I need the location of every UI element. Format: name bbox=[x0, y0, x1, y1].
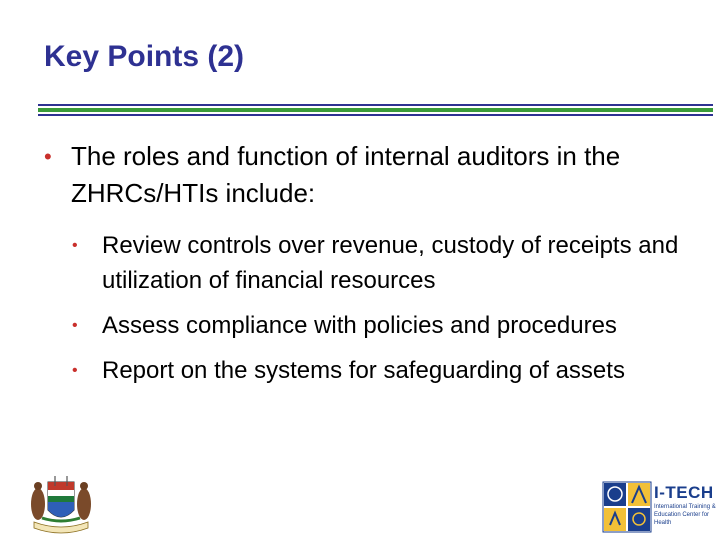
itech-logo-icon bbox=[602, 481, 652, 533]
main-bullet-text: The roles and function of internal auditors in the ZHRCs/HTIs include: bbox=[71, 141, 621, 208]
sub-bullet-list bbox=[72, 228, 692, 398]
bullet-dot-icon: • bbox=[72, 317, 78, 334]
itech-subtitle: International Training & Education Center for Health bbox=[654, 504, 716, 526]
sub-bullet-text: Review controls over revenue, custody of receipts and utilization of financial resources bbox=[102, 232, 679, 294]
sub-bullet-text: Assess compliance with policies and procedures bbox=[102, 312, 617, 339]
itech-logo bbox=[602, 481, 716, 533]
main-bullet bbox=[44, 138, 684, 212]
bullet-dot-icon: • bbox=[72, 237, 78, 254]
sub-bullet bbox=[72, 353, 692, 388]
sub-bullet bbox=[72, 228, 692, 298]
slide-title: Key Points (2) bbox=[44, 40, 245, 73]
bullet-dot-icon: • bbox=[72, 362, 78, 379]
coat-of-arms-icon bbox=[28, 474, 94, 536]
title-divider-middle bbox=[38, 108, 713, 112]
title-divider-bottom bbox=[38, 114, 713, 116]
sub-bullet-text: Report on the systems for safeguarding of assets bbox=[102, 357, 625, 384]
bullet-dot-icon: • bbox=[44, 144, 52, 169]
sub-bullet bbox=[72, 308, 692, 343]
title-divider-top bbox=[38, 104, 713, 106]
itech-name: I-TECH bbox=[654, 483, 714, 502]
